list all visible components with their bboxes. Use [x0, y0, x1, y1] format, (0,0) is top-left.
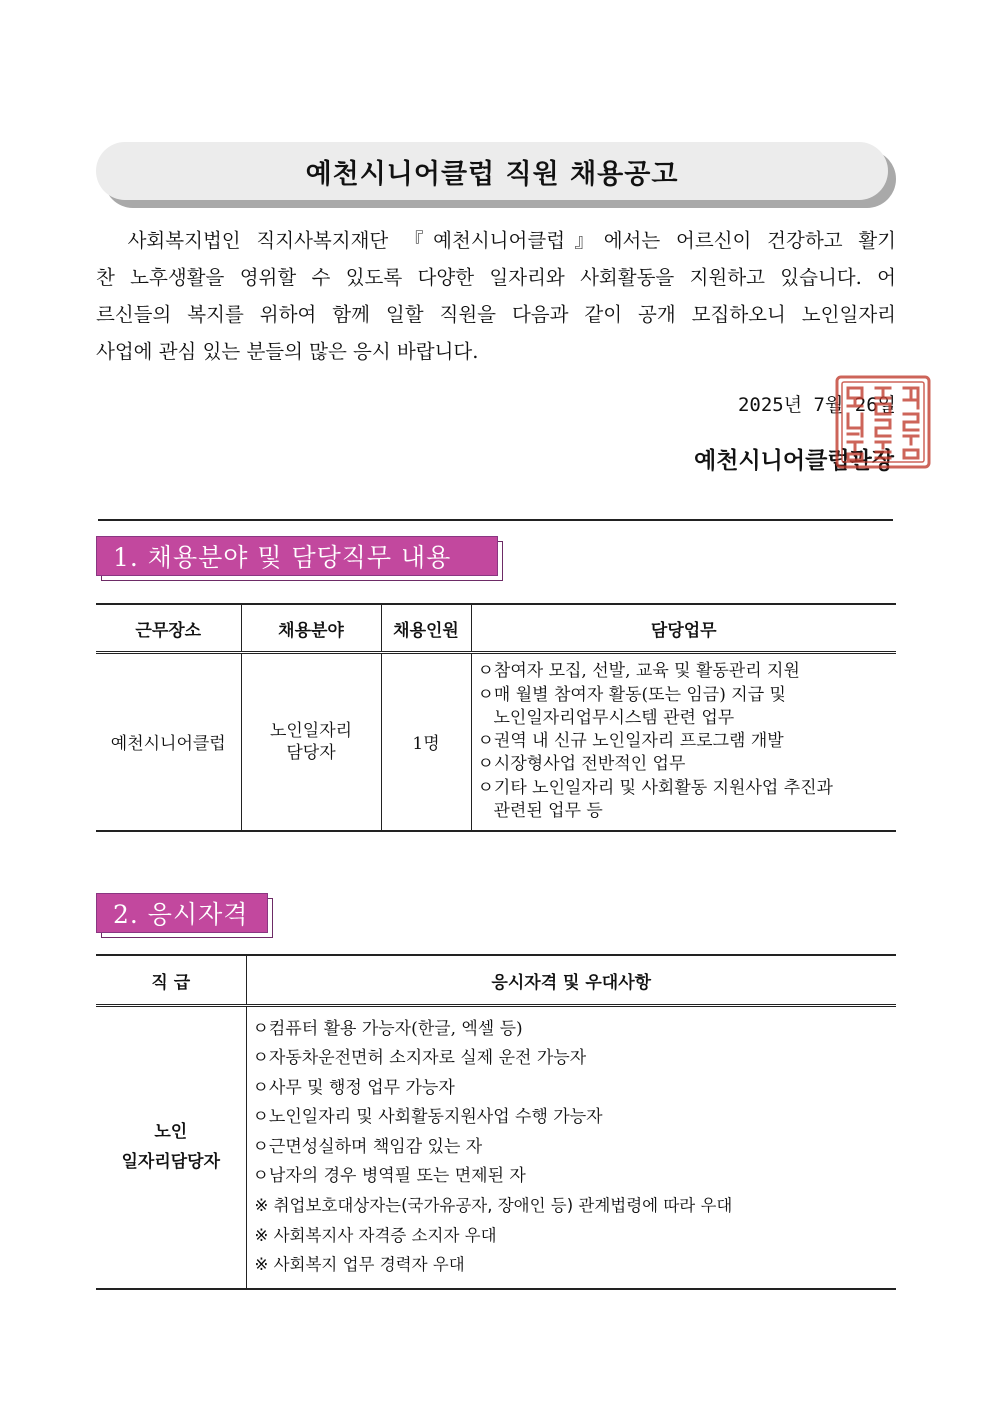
section1-heading [96, 536, 498, 576]
header-rank: 직 급 [96, 955, 246, 1006]
preference-note: ※ 취업보호대상자는(국가유공자, 장애인 등) 관계법령에 따라 우대 [254, 1196, 733, 1216]
table-row [96, 653, 896, 831]
duty-item: ㅇ참여자 모집, 선발, 교육 및 활동관리 지원 [477, 661, 800, 682]
preference-note: ※ 사회복지사 자격증 소지자 우대 [254, 1225, 497, 1245]
cell-rank [96, 1006, 246, 1289]
header-workplace: 근무장소 [96, 604, 241, 653]
cell-field [241, 653, 381, 831]
duty-item: 관련된 업무 등 [493, 800, 603, 821]
rank-line: 노인 [154, 1122, 188, 1143]
intro-line: 사회복지법인 직지사복지재단 『예천시니어클럽』에서는 어르신이 건강하고 활기 [96, 229, 896, 252]
rank-line: 일자리담당자 [121, 1152, 221, 1173]
qualification-item: ㅇ컴퓨터 활용 가능자(한글, 엑셀 등) [252, 1019, 523, 1039]
section2-heading-label: 2. 응시자격 [96, 893, 268, 933]
qualification-item: ㅇ사무 및 행정 업무 가능자 [252, 1077, 455, 1098]
header-qualifications: 응시자격 및 우대사항 [246, 955, 896, 1006]
duty-item: ㅇ시장형사업 전반적인 업무 [477, 754, 686, 775]
table-header-row [96, 604, 896, 653]
official-seal-icon [834, 374, 932, 470]
table-header-row [96, 955, 896, 1006]
header-count: 채용인원 [381, 604, 471, 653]
recruitment-table [96, 603, 896, 832]
duty-item: ㅇ권역 내 신규 노인일자리 프로그램 개발 [477, 731, 784, 752]
qualification-item: ㅇ근면성실하며 책임감 있는 자 [252, 1136, 483, 1157]
preference-note: ※ 사회복지 업무 경력자 우대 [254, 1255, 465, 1275]
intro-line: 르신들의 복지를 위하여 함께 일할 직원을 다음과 같이 공개 모집하오니 노인일자리 [96, 303, 896, 326]
duty-item: 노인일자리업무시스템 관련 업무 [493, 707, 735, 728]
qualification-item: ㅇ자동차운전면허 소지자로 실제 운전 가능자 [252, 1048, 587, 1069]
signer-name: 예천시니어클럽관장 [694, 447, 894, 474]
cell-duties [471, 653, 896, 831]
intro-paragraph [96, 222, 896, 370]
header-field: 채용분야 [241, 604, 381, 653]
qualification-item: ㅇ노인일자리 및 사회활동지원사업 수행 가능자 [252, 1107, 603, 1128]
header-duties: 담당업무 [471, 604, 896, 653]
section-divider [98, 519, 893, 521]
notice-date: 2025년 7월 26일 [737, 394, 896, 416]
title-banner [96, 142, 888, 200]
page-title: 예천시니어클럽 직원 채용공고 [305, 158, 679, 190]
section1-heading-label: 1. 채용분야 및 담당직무 내용 [96, 536, 498, 576]
section2-heading [96, 893, 268, 933]
cell-workplace: 예천시니어클럽 [96, 653, 241, 831]
cell-qualifications [246, 1006, 896, 1289]
qualification-table [96, 954, 896, 1290]
field-line: 담당자 [286, 742, 336, 763]
intro-line: 찬 노후생활을 영위할 수 있도록 다양한 일자리와 사회활동을 지원하고 있습니다. 어 [96, 266, 896, 289]
cell-count: 1명 [381, 653, 471, 831]
duty-item: ㅇ기타 노인일자리 및 사회활동 지원사업 추진과 [477, 777, 833, 798]
field-line: 노인일자리 [269, 720, 353, 741]
table-row [96, 1006, 896, 1289]
title-banner-box [96, 142, 888, 200]
qualification-item: ㅇ남자의 경우 병역필 또는 면제된 자 [252, 1166, 526, 1187]
intro-line: 사업에 관심 있는 분들의 많은 응시 바랍니다. [96, 340, 479, 363]
duty-item: ㅇ매 월별 참여자 활동(또는 임금) 지급 및 [477, 684, 786, 705]
